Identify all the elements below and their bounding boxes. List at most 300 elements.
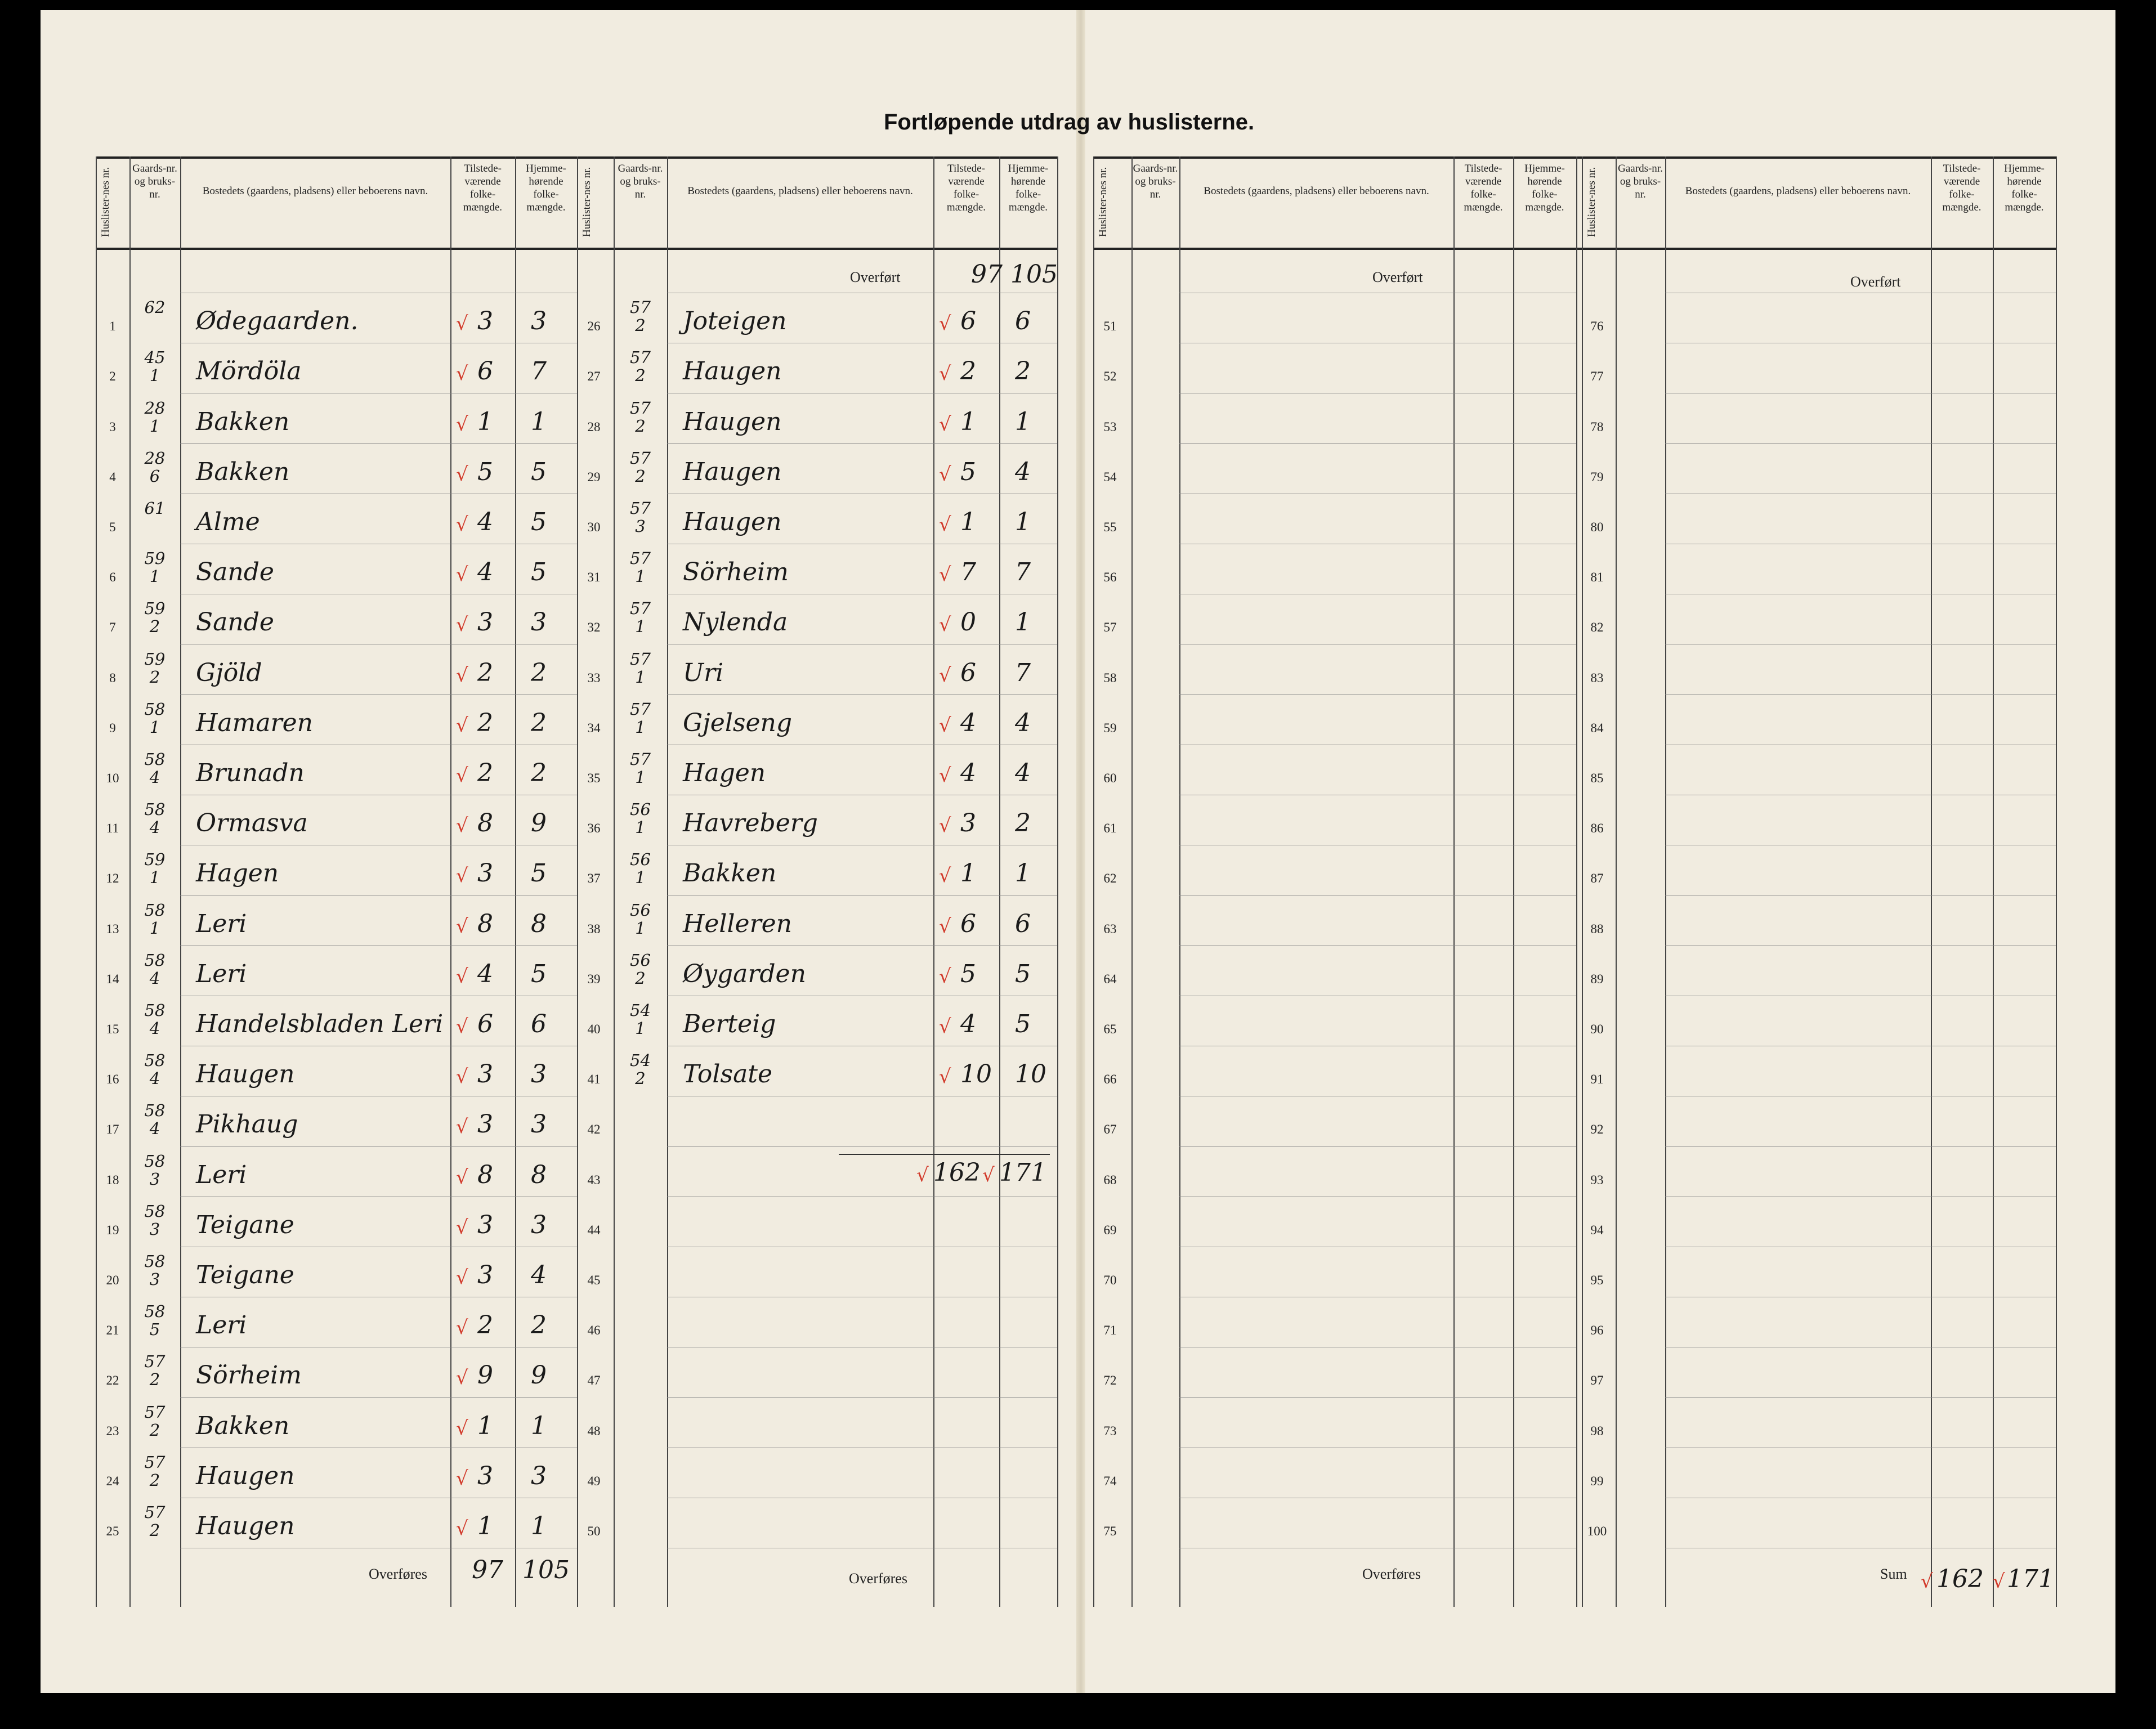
hjemme-value: 2	[1015, 809, 1031, 838]
place-name: Sande	[196, 558, 274, 587]
bruks-number: 2	[149, 667, 160, 687]
tilstede-value: 8	[477, 909, 493, 938]
row-number: 74	[1103, 1473, 1117, 1488]
tilstede-value: 2	[477, 708, 493, 737]
hjemme-value: 8	[531, 909, 547, 938]
hjemme-value: 2	[531, 658, 547, 687]
check-mark-icon: √	[939, 714, 951, 737]
row-number: 6	[109, 570, 116, 585]
row-number: 75	[1103, 1524, 1117, 1538]
header-huslist-nr: Huslister-nes nr.	[1097, 167, 1109, 238]
sum-label: Sum	[1880, 1566, 1907, 1582]
check-mark-icon: √	[456, 1266, 468, 1289]
bruks-number: 3	[149, 1219, 160, 1239]
bruks-number: 4	[149, 768, 160, 787]
hjemme-value: 3	[531, 1110, 547, 1139]
check-mark-icon: √	[939, 864, 951, 888]
place-name: Ormasva	[196, 809, 308, 838]
gaards-number: 58	[144, 1151, 165, 1171]
row-number: 37	[587, 871, 601, 886]
gaards-number: 59	[144, 850, 165, 870]
bruks-number: 2	[635, 968, 646, 988]
place-name: Mördöla	[196, 357, 302, 386]
header-huslist-nr: Huslister-nes nr.	[581, 167, 593, 238]
check-mark-icon: √	[456, 864, 468, 888]
gaards-number: 45	[144, 348, 165, 368]
bruks-number: 1	[635, 918, 646, 938]
tilstede-value: 6	[477, 1010, 493, 1038]
column-divider	[1453, 156, 1455, 1607]
row-number: 10	[106, 771, 119, 785]
bruks-number: 4	[149, 818, 160, 837]
row-number: 65	[1103, 1022, 1117, 1036]
column-divider	[667, 156, 668, 1607]
row-number: 56	[1103, 570, 1117, 585]
place-name: Hagen	[683, 759, 766, 787]
place-name: Pikhaug	[196, 1110, 298, 1139]
bruks-number: 2	[149, 1370, 160, 1390]
check-mark-icon: √	[939, 413, 951, 436]
subtotal-rule	[839, 1154, 1050, 1155]
check-mark-icon: √	[456, 1166, 468, 1189]
bruks-number: 2	[149, 1420, 160, 1440]
gaards-number: 58	[144, 1051, 165, 1070]
check-mark-icon: √	[939, 915, 951, 938]
tilstede-value: 7	[960, 558, 976, 587]
header-gaards-nr: Gaards-nr. og bruks-nr.	[1618, 163, 1663, 200]
hjemme-value: 2	[531, 759, 547, 787]
place-name: Leri	[196, 1311, 247, 1340]
row-number: 73	[1103, 1423, 1117, 1438]
bruks-number: 2	[149, 1521, 160, 1540]
tilstede-value: 3	[477, 1060, 493, 1089]
row-number: 43	[587, 1172, 601, 1187]
check-mark-icon: √	[456, 563, 468, 586]
check-mark-icon: √	[939, 513, 951, 536]
check-mark-icon: √	[916, 1164, 929, 1186]
hjemme-value: 1	[1015, 859, 1031, 888]
gaards-number: 59	[144, 649, 165, 669]
sum-tilstede: 162	[1936, 1565, 1984, 1593]
bruks-number: 1	[635, 1019, 646, 1038]
gaards-number: 56	[630, 850, 651, 870]
left-page	[41, 10, 1081, 1693]
tilstede-value: 2	[960, 357, 976, 386]
header-bostedets: Bostedets (gaardens, pladsens) eller beboerens navn.	[1685, 185, 1911, 197]
subtotal-tilstede: 162	[933, 1158, 981, 1187]
hjemme-value: 2	[531, 708, 547, 737]
place-name: Nylenda	[683, 608, 788, 637]
hjemme-value: 1	[531, 407, 547, 436]
column-divider	[1057, 156, 1058, 1607]
check-mark-icon: √	[939, 312, 951, 335]
tilstede-value: 0	[960, 608, 976, 637]
row-number: 24	[106, 1473, 119, 1488]
bruks-number: 1	[149, 567, 160, 586]
gaards-number: 58	[144, 1302, 165, 1322]
row-number: 89	[1590, 971, 1604, 986]
bruks-number: 2	[149, 617, 160, 637]
overfores-tilstede: 97	[472, 1556, 503, 1584]
gaards-number: 57	[144, 1452, 165, 1472]
row-number: 93	[1590, 1172, 1604, 1187]
row-number: 86	[1590, 821, 1604, 836]
tilstede-value: 1	[960, 859, 976, 888]
bruks-number: 6	[149, 466, 160, 486]
row-number: 99	[1590, 1473, 1604, 1488]
bruks-number: 4	[149, 968, 160, 988]
place-name: Haugen	[683, 508, 782, 536]
row-number: 85	[1590, 771, 1604, 785]
row-number: 71	[1103, 1323, 1117, 1338]
column-divider	[515, 156, 516, 1607]
row-number: 52	[1103, 369, 1117, 384]
check-mark-icon: √	[939, 764, 951, 787]
header-tilstede: Tilstede-værende folke-mængde.	[463, 163, 503, 213]
hjemme-value: 1	[531, 1512, 547, 1540]
check-mark-icon: √	[456, 965, 468, 988]
header-hjemme: Hjemme-hørende folke-mængde.	[526, 163, 566, 213]
row-number: 83	[1590, 670, 1604, 685]
check-mark-icon: √	[939, 563, 951, 586]
place-name: Brunadn	[196, 759, 305, 787]
row-number: 40	[587, 1022, 601, 1036]
row-number: 77	[1590, 369, 1604, 384]
gaards-number: 56	[630, 900, 651, 920]
bruks-number: 3	[635, 517, 646, 536]
row-number: 31	[587, 570, 601, 585]
bruks-number: 2	[635, 466, 646, 486]
hjemme-value: 1	[1015, 608, 1031, 637]
tilstede-value: 1	[477, 1411, 493, 1440]
column-divider	[1993, 156, 1994, 1607]
bruks-number: 1	[635, 868, 646, 888]
header-bottom-rule	[96, 248, 1057, 250]
row-number: 5	[109, 520, 116, 534]
check-mark-icon: √	[1921, 1570, 1933, 1593]
place-name: Bakken	[196, 457, 290, 486]
gaards-number: 54	[630, 1051, 651, 1070]
overfort-hjemme: 105	[1010, 260, 1058, 289]
row-number: 47	[587, 1373, 601, 1388]
gaards-number: 28	[144, 398, 165, 418]
check-mark-icon: √	[939, 613, 951, 637]
hjemme-value: 4	[1015, 708, 1031, 737]
place-name: Handelsbladen Leri	[196, 1010, 444, 1038]
sum-hjemme: 171	[2007, 1565, 2054, 1593]
row-number: 70	[1103, 1273, 1117, 1287]
place-name: Øygarden	[683, 959, 806, 988]
row-number: 81	[1590, 570, 1604, 585]
gaards-number: 57	[630, 649, 651, 669]
hjemme-value: 5	[531, 558, 547, 587]
column-divider	[1093, 156, 1094, 1607]
tilstede-value: 4	[960, 759, 976, 787]
row-number: 34	[587, 720, 601, 735]
gaards-number: 57	[630, 298, 651, 317]
gaards-number: 61	[144, 499, 165, 518]
check-mark-icon: √	[456, 413, 468, 436]
header-gaards-nr: Gaards-nr. og bruks-nr.	[618, 163, 663, 200]
check-mark-icon: √	[456, 664, 468, 687]
row-number: 44	[587, 1222, 601, 1237]
gaards-number: 58	[144, 1001, 165, 1020]
row-number: 27	[587, 369, 601, 384]
row-number: 50	[587, 1524, 601, 1538]
hjemme-value: 7	[1015, 658, 1031, 687]
row-number: 66	[1103, 1072, 1117, 1087]
hjemme-value: 5	[531, 959, 547, 988]
bruks-number: 2	[635, 366, 646, 386]
overfores-label: Overføres	[1362, 1566, 1421, 1582]
column-divider	[2056, 156, 2057, 1607]
bruks-number: 1	[635, 617, 646, 637]
row-number: 95	[1590, 1273, 1604, 1287]
tilstede-value: 3	[477, 307, 493, 336]
row-number: 79	[1590, 469, 1604, 484]
row-number: 100	[1587, 1524, 1607, 1538]
overfores-hjemme: 105	[522, 1556, 570, 1584]
check-mark-icon: √	[456, 613, 468, 637]
hjemme-value: 5	[531, 457, 547, 486]
row-number: 39	[587, 971, 601, 986]
row-number: 21	[106, 1323, 119, 1338]
check-mark-icon: √	[456, 1367, 468, 1390]
hjemme-value: 3	[531, 1210, 547, 1239]
row-number: 2	[109, 369, 116, 384]
gaards-number: 59	[144, 599, 165, 619]
gaards-number: 57	[630, 750, 651, 769]
row-number: 92	[1590, 1122, 1604, 1137]
header-tilstede: Tilstede-værende folke-mængde.	[946, 163, 986, 213]
row-number: 42	[587, 1122, 601, 1137]
row-number: 94	[1590, 1222, 1604, 1237]
gaards-number: 59	[144, 549, 165, 568]
place-name: Haugen	[683, 457, 782, 486]
hjemme-value: 10	[1015, 1060, 1046, 1089]
header-tilstede: Tilstede-værende folke-mængde.	[1942, 163, 1981, 213]
row-number: 1	[109, 319, 116, 334]
place-name: Teigane	[196, 1210, 294, 1239]
column-divider	[933, 156, 934, 1607]
gaards-number: 58	[144, 950, 165, 970]
column-divider	[1131, 156, 1133, 1607]
row-number: 64	[1103, 971, 1117, 986]
tilstede-value: 5	[960, 959, 976, 988]
tilstede-value: 3	[960, 809, 976, 838]
row-number: 55	[1103, 520, 1117, 534]
row-number: 48	[587, 1423, 601, 1438]
tilstede-value: 3	[477, 1261, 493, 1289]
place-name: Bakken	[196, 1411, 290, 1440]
check-mark-icon: √	[939, 664, 951, 687]
bruks-number: 1	[149, 717, 160, 737]
row-number: 61	[1103, 821, 1117, 836]
tilstede-value: 4	[960, 1010, 976, 1038]
bruks-number: 2	[635, 316, 646, 335]
row-number: 72	[1103, 1373, 1117, 1388]
check-mark-icon: √	[456, 463, 468, 486]
tilstede-value: 3	[477, 1461, 493, 1490]
tilstede-value: 9	[477, 1361, 493, 1390]
column-divider	[1931, 156, 1932, 1607]
hjemme-value: 6	[1015, 909, 1031, 938]
place-name: Leri	[196, 959, 247, 988]
tilstede-value: 4	[477, 959, 493, 988]
tilstede-value: 8	[477, 809, 493, 838]
gaards-number: 58	[144, 750, 165, 769]
gaards-number: 57	[630, 549, 651, 568]
right-page	[1081, 10, 2115, 1693]
tilstede-value: 3	[477, 1110, 493, 1139]
bruks-number: 4	[149, 1119, 160, 1139]
tilstede-value: 1	[477, 407, 493, 436]
row-number: 49	[587, 1473, 601, 1488]
row-number: 90	[1590, 1022, 1604, 1036]
title-left: Fortløpende utdrag	[884, 110, 1090, 135]
place-name: Haugen	[683, 357, 782, 386]
overfort-label: Overført	[850, 269, 901, 285]
place-name: Ødegaarden.	[196, 307, 359, 336]
row-number: 53	[1103, 419, 1117, 434]
row-number: 19	[106, 1222, 119, 1237]
row-number: 91	[1590, 1072, 1604, 1087]
row-number: 15	[106, 1022, 119, 1036]
gaards-number: 57	[630, 398, 651, 418]
place-name: Alme	[196, 508, 260, 536]
header-huslist-nr: Huslister-nes nr.	[100, 167, 111, 238]
row-number: 98	[1590, 1423, 1604, 1438]
check-mark-icon: √	[939, 1015, 951, 1038]
header-bottom-rule	[1093, 248, 2056, 250]
column-divider	[1179, 156, 1180, 1607]
gaards-number: 58	[144, 699, 165, 719]
column-divider	[577, 156, 578, 1607]
place-name: Teigane	[196, 1261, 294, 1289]
row-number: 80	[1590, 520, 1604, 534]
hjemme-value: 4	[1015, 457, 1031, 486]
place-name: Bakken	[196, 407, 290, 436]
check-mark-icon: √	[456, 764, 468, 787]
gaards-number: 58	[144, 800, 165, 819]
check-mark-icon: √	[456, 513, 468, 536]
gaards-number: 57	[630, 599, 651, 619]
row-number: 8	[109, 670, 116, 685]
tilstede-value: 4	[960, 708, 976, 737]
row-number: 16	[106, 1072, 119, 1087]
hjemme-value: 9	[531, 1361, 547, 1390]
row-number: 3	[109, 419, 116, 434]
row-number: 23	[106, 1423, 119, 1438]
row-number: 57	[1103, 620, 1117, 635]
row-number: 96	[1590, 1323, 1604, 1338]
check-mark-icon: √	[456, 714, 468, 737]
check-mark-icon: √	[982, 1164, 995, 1186]
place-name: Haugen	[196, 1461, 295, 1490]
place-name: Joteigen	[683, 307, 787, 336]
column-divider	[450, 156, 451, 1607]
bruks-number: 2	[635, 1069, 646, 1089]
check-mark-icon: √	[939, 362, 951, 386]
row-number: 9	[109, 720, 116, 735]
bruks-number: 2	[149, 1470, 160, 1490]
header-huslist-nr: Huslister-nes nr.	[1586, 167, 1598, 238]
header-bostedets: Bostedets (gaardens, pladsens) eller beboerens navn.	[687, 185, 913, 197]
row-number: 60	[1103, 771, 1117, 785]
tilstede-value: 8	[477, 1160, 493, 1189]
bruks-number: 1	[149, 366, 160, 386]
bruks-number: 1	[635, 717, 646, 737]
gaards-number: 58	[144, 1101, 165, 1121]
tilstede-value: 4	[477, 558, 493, 587]
column-divider	[129, 156, 131, 1607]
check-mark-icon: √	[456, 1417, 468, 1440]
header-hjemme: Hjemme-hørende folke-mængde.	[2004, 163, 2045, 213]
row-number: 41	[587, 1072, 601, 1087]
gaards-number: 57	[144, 1352, 165, 1372]
column-divider	[1576, 156, 1577, 1607]
hjemme-value: 8	[531, 1160, 547, 1189]
row-number: 7	[109, 620, 116, 635]
place-name: Haugen	[683, 407, 782, 436]
column-divider	[999, 156, 1000, 1607]
hjemme-value: 7	[1015, 558, 1031, 587]
column-divider	[1665, 156, 1666, 1607]
row-number: 82	[1590, 620, 1604, 635]
place-name: Leri	[196, 1160, 247, 1189]
row-number: 18	[106, 1172, 119, 1187]
row-number: 30	[587, 520, 601, 534]
hjemme-value: 3	[531, 307, 547, 336]
hjemme-value: 6	[531, 1010, 547, 1038]
bruks-number: 1	[635, 768, 646, 787]
place-name: Gjelseng	[683, 708, 793, 737]
place-name: Haugen	[196, 1060, 295, 1089]
bruks-number: 3	[149, 1270, 160, 1289]
column-divider	[1616, 156, 1617, 1607]
row-number: 32	[587, 620, 601, 635]
row-number: 59	[1103, 720, 1117, 735]
hjemme-value: 4	[1015, 759, 1031, 787]
header-top-rule	[1093, 156, 2056, 159]
hjemme-value: 9	[531, 809, 547, 838]
gaards-number: 57	[630, 448, 651, 468]
place-name: Bakken	[683, 859, 777, 888]
tilstede-value: 6	[477, 357, 493, 386]
header-top-rule	[96, 156, 1057, 159]
place-name: Gjöld	[196, 658, 262, 687]
place-name: Leri	[196, 909, 247, 938]
hjemme-value: 5	[531, 508, 547, 536]
gaards-number: 62	[144, 298, 165, 317]
place-name: Sörheim	[683, 558, 789, 587]
row-number: 20	[106, 1273, 119, 1287]
row-number: 46	[587, 1323, 601, 1338]
place-name: Sörheim	[196, 1361, 302, 1390]
overfores-label: Overføres	[369, 1566, 427, 1582]
check-mark-icon: √	[1993, 1570, 2005, 1593]
row-number: 28	[587, 419, 601, 434]
overfores-label: Overføres	[849, 1570, 907, 1587]
hjemme-value: 3	[531, 1461, 547, 1490]
row-number: 29	[587, 469, 601, 484]
gaards-number: 57	[630, 348, 651, 368]
overfort-label: Overført	[1372, 269, 1423, 285]
hjemme-value: 6	[1015, 307, 1031, 336]
row-number: 78	[1590, 419, 1604, 434]
row-number: 12	[106, 871, 119, 886]
row-number: 26	[587, 319, 601, 334]
